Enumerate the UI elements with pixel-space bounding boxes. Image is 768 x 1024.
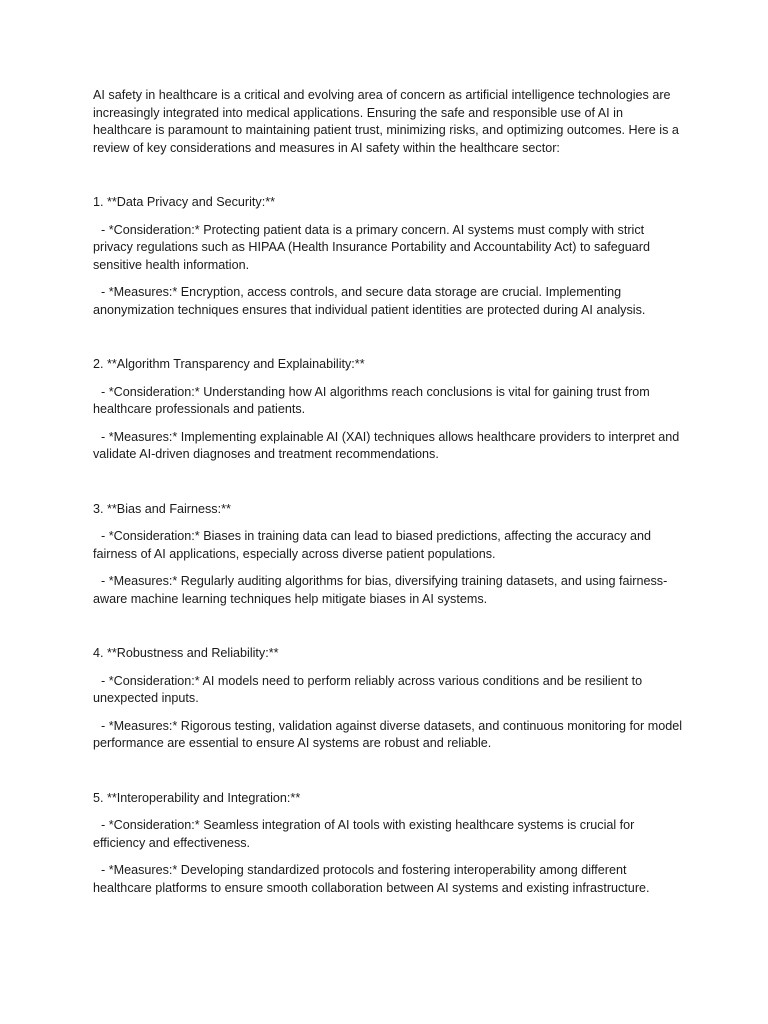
section-heading: 1. **Data Privacy and Security:**	[93, 195, 275, 209]
section-heading: 4. **Robustness and Reliability:**	[93, 646, 279, 660]
section-heading: 5. **Interoperability and Integration:**	[93, 790, 301, 805]
consideration-text: - *Consideration:* Understanding how AI algorithms reach conclusions is vital for gaining trust from healthcare professionals and patients.	[93, 384, 650, 416]
measures-text: - *Measures:* Rigorous testing, validation against diverse datasets, and continuous monitoring for model performance are essential to ensure AI systems are robust and reliable.	[93, 718, 683, 750]
section-data-privacy	[93, 194, 683, 319]
measures-text: - *Measures:* Encryption, access controls, and secure data storage are crucial. Implementing anonymization techniques ensures that individual patient identities are protected during AI analysis.	[93, 285, 646, 317]
consideration-text: - *Consideration:* AI models need to perform reliably across various conditions and be resilient to unexpected inputs.	[93, 673, 643, 705]
measures-text: - *Measures:* Implementing explainable AI (XAI) techniques allows healthcare providers to interpret and validate AI-driven diagnoses and treatment recommendations.	[93, 429, 680, 461]
section-bias-fairness	[93, 501, 683, 609]
section-transparency	[93, 356, 683, 464]
consideration-text: - *Consideration:* Biases in training data can lead to biased predictions, affecting the accuracy and fairness of AI applications, especially across diverse patient populations.	[93, 529, 652, 561]
section-interoperability	[93, 790, 683, 898]
consideration-text: - *Consideration:* Protecting patient data is a primary concern. AI systems must comply with strict privacy regulations such as HIPAA (Health Insurance Portability and Accountability Act) to safeguard sensitive health information.	[93, 222, 650, 272]
measures-text: - *Measures:* Developing standardized protocols and fostering interoperability among different healthcare platforms to ensure smooth collaboration between AI systems and existing infrastructure.	[93, 863, 650, 895]
section-heading: 2. **Algorithm Transparency and Explainability:**	[93, 357, 365, 371]
section-heading: 3. **Bias and Fairness:**	[93, 501, 231, 516]
intro-paragraph: AI safety in healthcare is a critical and evolving area of concern as artificial intelligence technologies are increasingly integrated into medical applications. Ensuring the safe and responsible use of AI in healthcare is paramount to maintaining patient trust, minimizing risks, and optimizing outcomes. Here is a review of key considerations and measures in AI safety within the healthcare sector:	[93, 88, 679, 155]
consideration-text: - *Consideration:* Seamless integration of AI tools with existing healthcare systems is crucial for efficiency and effectiveness.	[93, 818, 635, 850]
section-robustness	[93, 645, 683, 753]
measures-text: - *Measures:* Regularly auditing algorithms for bias, diversifying training datasets, and using fairness-aware machine learning techniques help mitigate biases in AI systems.	[93, 574, 668, 606]
document-body	[93, 87, 683, 934]
